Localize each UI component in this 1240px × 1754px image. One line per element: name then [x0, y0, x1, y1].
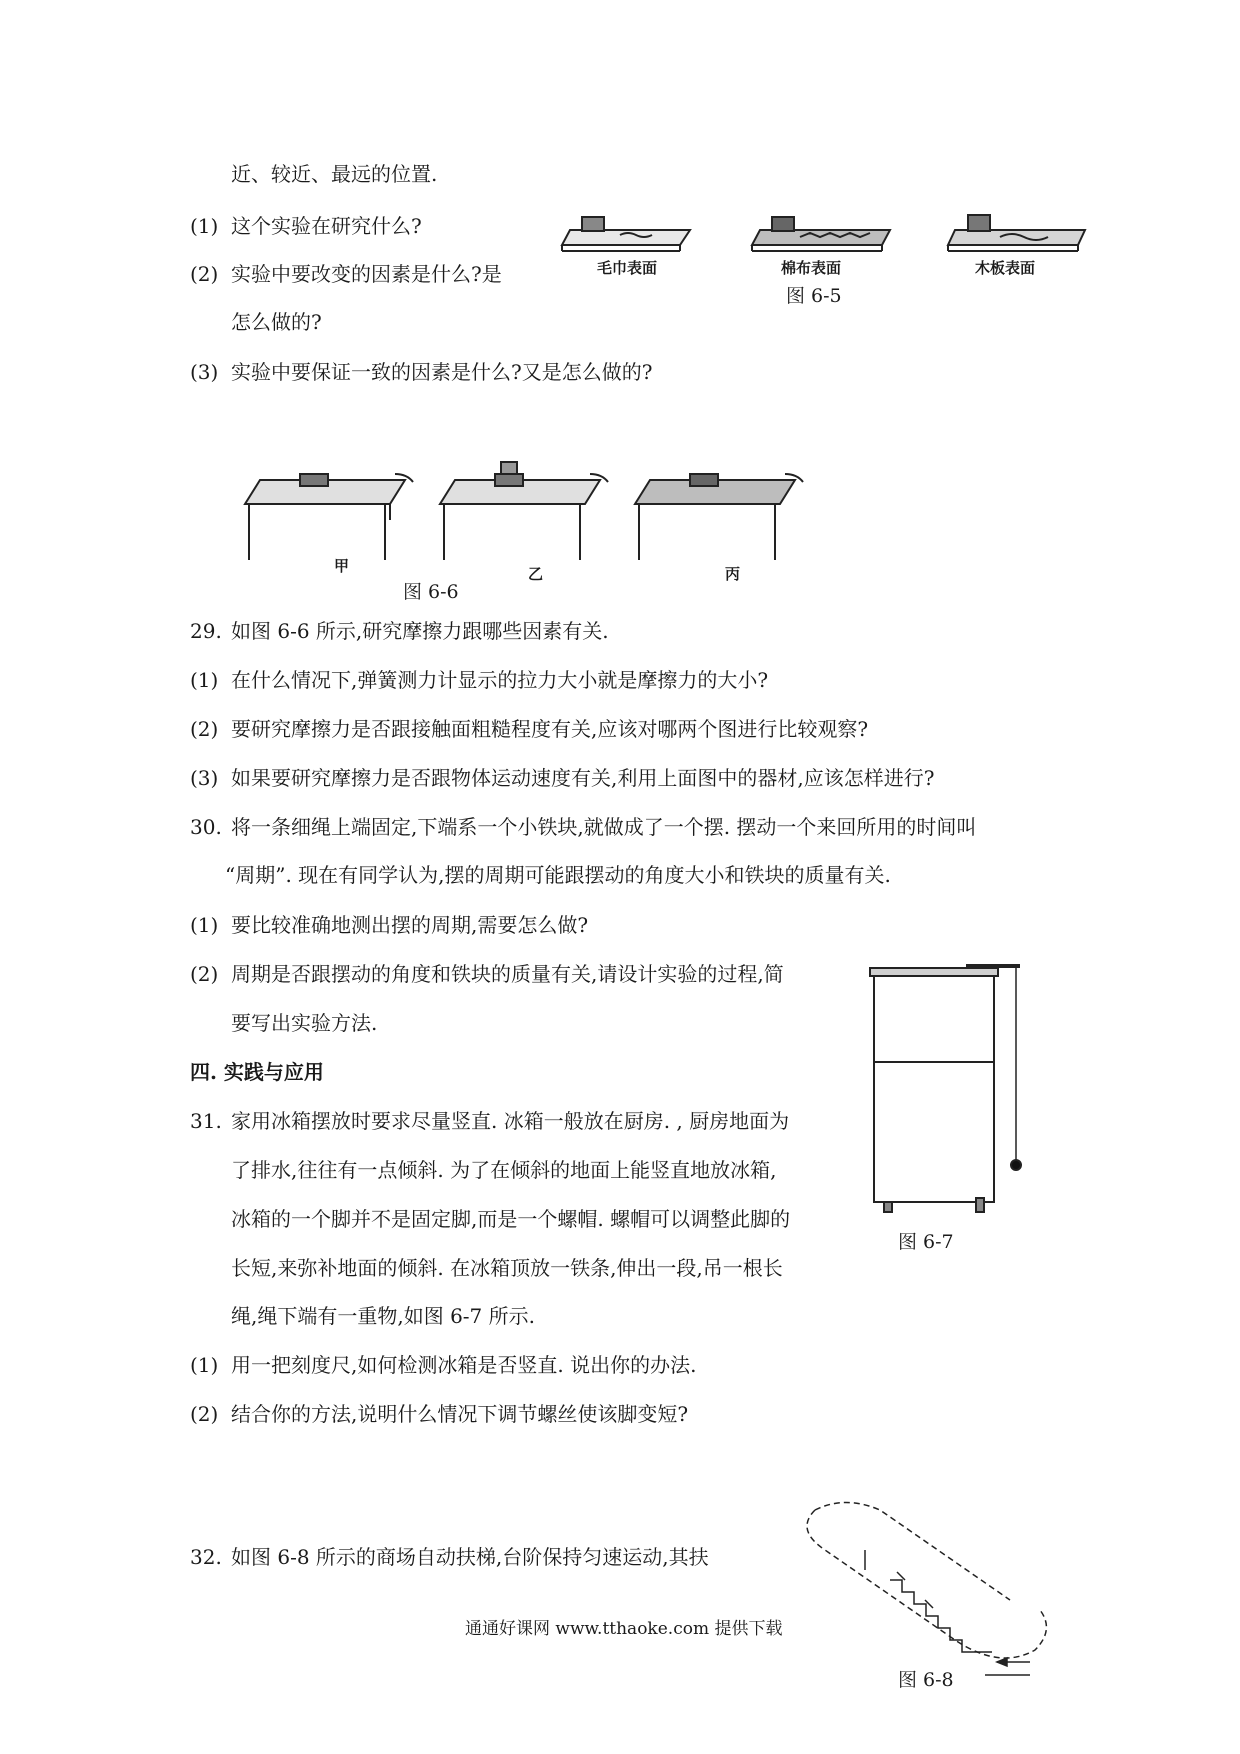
figure-caption: 图 6-8 — [898, 1669, 954, 1691]
question-text: 将一条细绳上端固定,下端系一个小铁块,就做成了一个摆. 摆动一个来回所用的时间叫 — [231, 815, 977, 839]
question-text: 如图 6-8 所示的商场自动扶梯,台阶保持匀速运动,其扶 — [231, 1545, 709, 1569]
question-text: 长短,来弥补地面的倾斜. 在冰箱顶放一铁条,伸出一段,吊一根长 — [231, 1256, 783, 1280]
fig-label-bing: 丙 — [725, 565, 741, 583]
item-marker: (3) — [190, 360, 219, 384]
item-marker: (1) — [190, 913, 219, 937]
figure-6-6 — [245, 460, 845, 570]
table-yi — [440, 462, 608, 560]
question-text: 这个实验在研究什么? — [231, 214, 422, 238]
fig-label-wood: 木板表面 — [975, 259, 1036, 277]
question-text: 周期是否跟摆动的角度和铁块的质量有关,请设计实验的过程,简 — [231, 962, 784, 986]
item-marker: (2) — [190, 717, 219, 741]
fig-label-towel: 毛巾表面 — [597, 259, 658, 277]
figure-6-7 — [870, 958, 1040, 1223]
board-cotton — [752, 217, 890, 251]
item-marker: (1) — [190, 668, 219, 692]
table-bing — [635, 474, 803, 560]
question-text: 如图 6-6 所示,研究摩擦力跟哪些因素有关. — [231, 619, 609, 643]
question-text: 要写出实验方法. — [231, 1011, 378, 1035]
item-marker: (3) — [190, 766, 219, 790]
figure-caption: 图 6-5 — [786, 285, 842, 307]
question-text: 结合你的方法,说明什么情况下调节螺丝使该脚变短? — [231, 1402, 689, 1426]
question-number: 29. — [190, 619, 222, 643]
item-marker: (2) — [190, 962, 219, 986]
fig-label-cotton: 棉布表面 — [781, 259, 842, 277]
fig-label-yi: 乙 — [528, 565, 544, 583]
question-number: 30. — [190, 815, 222, 839]
board-wood — [948, 215, 1085, 251]
question-text: 用一把刻度尺,如何检测冰箱是否竖直. 说出你的办法. — [231, 1353, 697, 1377]
section-heading: 四. 实践与应用 — [190, 1060, 324, 1084]
item-marker: (2) — [190, 262, 219, 286]
item-marker: (1) — [190, 214, 219, 238]
question-text: 要比较准确地测出摆的周期,需要怎么做? — [231, 913, 589, 937]
question-number: 31. — [190, 1109, 222, 1133]
item-marker: (2) — [190, 1402, 219, 1426]
question-text: 实验中要改变的因素是什么?是 — [231, 262, 502, 286]
question-text: 要研究摩擦力是否跟接触面粗糙程度有关,应该对哪两个图进行比较观察? — [231, 717, 869, 741]
item-marker: (1) — [190, 1353, 219, 1377]
footer-text: 通通好课网 www.tthaoke.com 提供下载 — [465, 1619, 783, 1639]
board-towel — [562, 217, 690, 251]
question-text: 如果要研究摩擦力是否跟物体运动速度有关,利用上面图中的器材,应该怎样进行? — [231, 766, 935, 790]
figure-caption: 图 6-6 — [403, 581, 459, 603]
question-text: 绳,绳下端有一重物,如图 6-7 所示. — [231, 1304, 535, 1328]
question-number: 32. — [190, 1545, 222, 1569]
figure-caption: 图 6-7 — [898, 1231, 954, 1253]
text-line: 近、较近、最远的位置. — [231, 162, 438, 186]
question-text: “周期”. 现在有同学认为,摆的周期可能跟摆动的角度大小和铁块的质量有关. — [225, 863, 891, 887]
question-text: 实验中要保证一致的因素是什么?又是怎么做的? — [231, 360, 653, 384]
question-text: 在什么情况下,弹簧测力计显示的拉力大小就是摩擦力的大小? — [231, 668, 769, 692]
question-text: 了排水,往往有一点倾斜. 为了在倾斜的地面上能竖直地放冰箱, — [231, 1158, 777, 1182]
question-text: 怎么做的? — [231, 310, 322, 334]
figure-6-8 — [785, 1490, 1065, 1690]
question-text: 冰箱的一个脚并不是固定脚,而是一个螺帽. 螺帽可以调整此脚的 — [231, 1207, 791, 1231]
fig-label-jia: 甲 — [334, 557, 350, 575]
table-jia — [245, 474, 413, 560]
question-text: 家用冰箱摆放时要求尽量竖直. 冰箱一般放在厨房. , 厨房地面为 — [231, 1109, 790, 1133]
